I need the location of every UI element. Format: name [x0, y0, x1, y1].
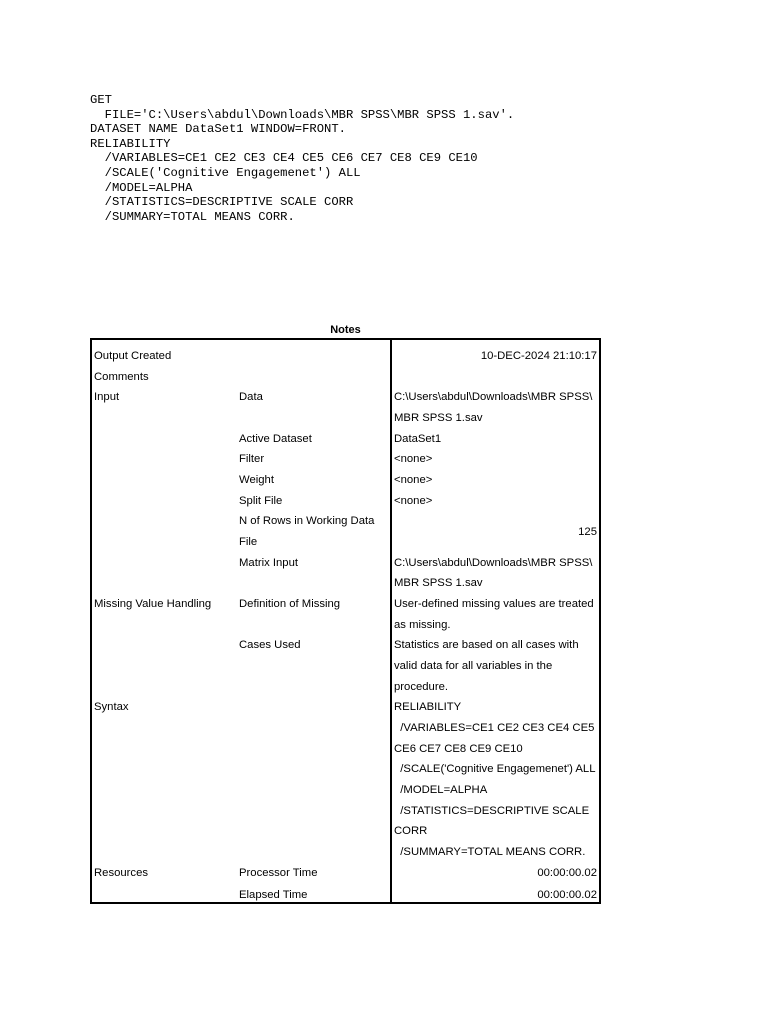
split-file-label: Split File — [239, 495, 283, 507]
data-value: C:\Users\abdul\Downloads\MBR SPSS\ — [394, 391, 593, 403]
n-rows-value: 125 — [578, 526, 597, 538]
syntax-value-line: RELIABILITY — [394, 701, 462, 713]
n-rows-label: File — [239, 536, 258, 548]
comments-label: Comments — [94, 371, 149, 383]
data-value: MBR SPSS 1.sav — [394, 412, 483, 424]
split-file-value: <none> — [394, 495, 433, 507]
syntax-value-line: /SUMMARY=TOTAL MEANS CORR. — [394, 846, 586, 858]
syntax-line: /VARIABLES=CE1 CE2 CE3 CE4 CE5 CE6 CE7 CE8 CE9 CE10 — [90, 151, 478, 166]
syntax-line: DATASET NAME DataSet1 WINDOW=FRONT. — [90, 122, 346, 137]
syntax-log — [90, 93, 514, 224]
syntax-line: /SUMMARY=TOTAL MEANS CORR. — [90, 209, 295, 224]
n-rows-label: N of Rows in Working Data — [239, 515, 375, 527]
syntax-label: Syntax — [94, 701, 129, 713]
matrix-input-value: MBR SPSS 1.sav — [394, 577, 483, 589]
syntax-line: RELIABILITY — [90, 136, 171, 151]
notes-title: Notes — [330, 324, 361, 336]
syntax-line: /STATISTICS=DESCRIPTIVE SCALE CORR — [90, 195, 354, 210]
input-label: Input — [94, 391, 120, 403]
syntax-value-line: /SCALE('Cognitive Engagemenet') ALL — [394, 763, 596, 775]
syntax-value-line: /STATISTICS=DESCRIPTIVE SCALE — [394, 805, 590, 817]
processor-time-label: Processor Time — [239, 867, 318, 879]
matrix-input-label: Matrix Input — [239, 557, 299, 569]
cases-used-value: valid data for all variables in the — [394, 660, 553, 672]
weight-value: <none> — [394, 474, 433, 486]
definition-missing-value: User-defined missing values are treated — [394, 598, 594, 610]
definition-missing-label: Definition of Missing — [239, 598, 341, 610]
data-label: Data — [239, 391, 263, 403]
syntax-value-line: /VARIABLES=CE1 CE2 CE3 CE4 CE5 — [394, 722, 595, 734]
cases-used-label: Cases Used — [239, 639, 301, 651]
definition-missing-value: as missing. — [394, 619, 451, 631]
elapsed-time-label: Elapsed Time — [239, 889, 308, 901]
matrix-input-value: C:\Users\abdul\Downloads\MBR SPSS\ — [394, 557, 593, 569]
notes-table — [90, 338, 601, 904]
syntax-line: /SCALE('Cognitive Engagemenet') ALL — [90, 165, 361, 180]
output-created-value: 10-DEC-2024 21:10:17 — [480, 350, 597, 362]
syntax-value-line: CE6 CE7 CE8 CE9 CE10 — [394, 743, 523, 755]
syntax-line: GET — [90, 93, 112, 107]
weight-label: Weight — [239, 474, 274, 486]
missing-value-label: Missing Value Handling — [94, 598, 212, 610]
filter-value: <none> — [394, 453, 433, 465]
active-dataset-label: Active Dataset — [239, 433, 312, 445]
filter-label: Filter — [239, 453, 265, 465]
syntax-value-line: CORR — [394, 825, 428, 837]
column-divider — [390, 340, 392, 902]
syntax-line: FILE='C:\Users\abdul\Downloads\MBR SPSS\MBR SPSS 1.sav'. — [90, 107, 515, 122]
syntax-value-line: /MODEL=ALPHA — [394, 784, 488, 796]
syntax-line: /MODEL=ALPHA — [90, 180, 193, 195]
cases-used-value: Statistics are based on all cases with — [394, 639, 579, 651]
active-dataset-value: DataSet1 — [394, 433, 442, 445]
resources-label: Resources — [94, 867, 148, 879]
cases-used-value: procedure. — [394, 681, 449, 693]
elapsed-time-value: 00:00:00.02 — [537, 889, 597, 901]
output-created-label: Output Created — [94, 350, 172, 362]
processor-time-value: 00:00:00.02 — [537, 867, 597, 879]
